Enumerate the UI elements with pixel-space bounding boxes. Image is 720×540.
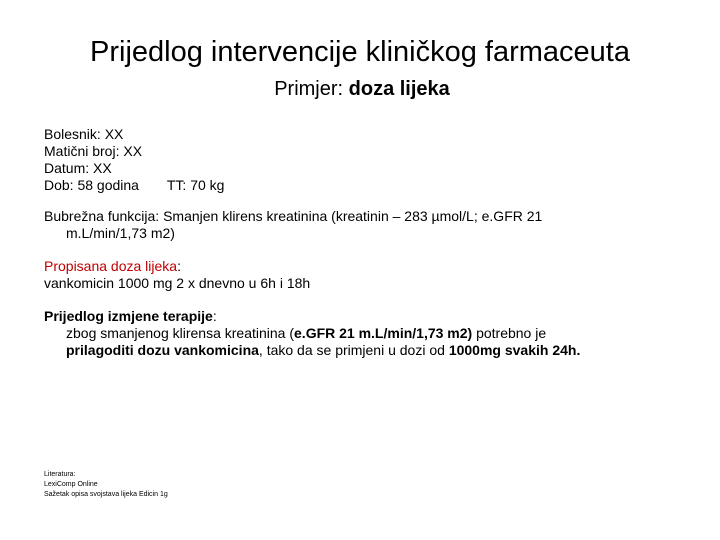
patient-name-label: Bolesnik: (44, 126, 105, 142)
patient-date-line (44, 160, 684, 177)
slide-subtitle (0, 76, 720, 102)
patient-id-label: Matični broj: (44, 143, 124, 159)
literature-item: Sažetak opisa svojstava lijeka Edicin 1g (44, 491, 168, 498)
proposal-gfr: e.GFR 21 m.L/min/1,73 m2) (294, 325, 473, 341)
patient-id-line (44, 143, 684, 160)
prescribed-dose-label: Propisana doza lijeka (44, 258, 178, 274)
patient-weight-label: TT: (166, 177, 191, 193)
patient-name-value: XX (104, 126, 124, 142)
patient-age-label: Dob: (44, 177, 78, 193)
literature-item: LexiComp Online (44, 481, 98, 488)
renal-function-line-1: Bubrežna funkcija: Smanjen klirens kreatinina (kreatinin – 283 µmol/L; e.GFR 21 (44, 208, 543, 224)
renal-function (44, 208, 684, 242)
proposal-adjust: prilagoditi dozu vankomicina (66, 342, 259, 358)
therapy-proposal (44, 308, 684, 359)
patient-name-line (44, 126, 684, 143)
patient-id-value: XX (123, 143, 143, 159)
prescribed-dose-colon: : (177, 258, 181, 274)
subtitle-emphasis: doza lijeka (348, 78, 450, 100)
prescribed-dose (44, 258, 684, 292)
therapy-proposal-label: Prijedlog izmjene terapije (44, 308, 213, 324)
prescribed-dose-heading (44, 258, 684, 275)
proposal-part-3: potrebno je (472, 325, 547, 341)
patient-weight (167, 177, 225, 194)
subtitle-prefix: Primjer: (274, 78, 349, 100)
proposal-part-1: zbog smanjenog klirensa kreatinina ( (66, 325, 295, 341)
patient-date-label: Datum: (44, 160, 94, 176)
proposal-part-5: , tako da se primjeni u dozi od (258, 342, 449, 358)
patient-date-value: XX (93, 160, 112, 176)
proposal-dose: 1000mg svakih 24h. (448, 342, 581, 358)
patient-weight-value: 70 kg (190, 177, 225, 193)
therapy-proposal-text (44, 325, 684, 359)
prescribed-dose-value: vankomicin 1000 mg 2 x dnevno u 6h i 18h (44, 275, 311, 291)
therapy-proposal-heading (44, 308, 684, 325)
patient-age-value: 58 godina (77, 177, 139, 193)
renal-function-line-2: m.L/min/1,73 m2) (66, 225, 175, 241)
literature (44, 470, 168, 500)
therapy-proposal-colon: : (212, 308, 217, 324)
slide-title: Prijedlog intervencije kliničkog farmaceuta (90, 36, 630, 68)
slide-body (44, 126, 684, 359)
patient-age-line (44, 177, 684, 194)
literature-heading: Literatura: (44, 471, 76, 478)
patient-info (44, 126, 684, 194)
